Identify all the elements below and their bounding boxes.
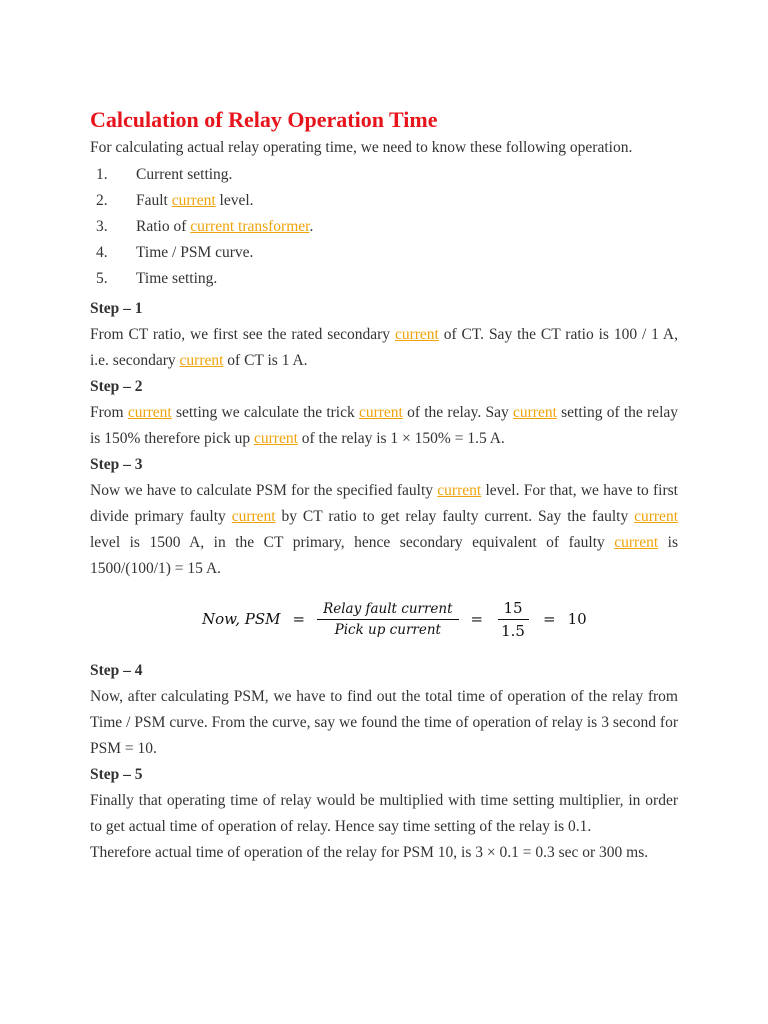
document-page (90, 106, 678, 866)
step-5-heading: Step – 5 (90, 766, 143, 783)
list-item (90, 162, 678, 188)
text-run: Now we have to calculate PSM for the specified faulty (90, 482, 438, 499)
step-4-heading: Step – 4 (90, 662, 143, 679)
list-item (90, 188, 678, 214)
step-2-text (90, 400, 678, 452)
formula-numerator: Relay fault current (317, 601, 458, 620)
current-link[interactable]: current (634, 508, 678, 525)
text-run: of CT. Say the CT ratio is 100 / 1 A, i.e. secondary (90, 326, 678, 369)
formula-denominator: Pick up current (334, 621, 441, 638)
text-run: level. For that, we have to first divide primary faulty (90, 482, 678, 525)
current-link[interactable]: current (614, 534, 659, 551)
text-run: by CT ratio to get relay faulty current. Say the faulty (275, 508, 635, 525)
step-3-text (90, 478, 678, 582)
current-link[interactable]: current (179, 352, 224, 369)
formula-equals: = (542, 610, 556, 628)
psm-formula (90, 590, 678, 648)
text-run: of CT is 1 A. (223, 352, 308, 369)
list-item-text: Time setting. (136, 270, 218, 287)
formula-equals: = (292, 610, 306, 628)
list-item-number: 4. (96, 244, 108, 261)
current-link[interactable]: current (254, 430, 298, 447)
list-item-number: 5. (96, 270, 108, 287)
text-run: level is 1500 A, in the CT primary, hence secondary equivalent of faulty (90, 534, 615, 551)
formula-lhs: Now, PSM (202, 610, 281, 628)
list-item-number: 1. (96, 166, 108, 183)
formula-numerator-value: 15 (498, 599, 529, 620)
formula-fraction-numbers (495, 599, 531, 640)
list-item (90, 214, 678, 240)
current-transformer-link[interactable]: current transformer (190, 218, 310, 235)
current-link[interactable]: current (171, 192, 216, 209)
intro-text: For calculating actual relay operating time, we need to know these following operation. (90, 139, 633, 156)
text-run: From (90, 404, 128, 421)
list-item-number: 2. (96, 192, 108, 209)
text-run: From CT ratio, we first see the rated secondary (90, 326, 395, 343)
formula-denominator-value: 1.5 (501, 621, 525, 640)
formula-equals: = (470, 610, 484, 628)
current-link[interactable]: current (358, 404, 403, 421)
step-3-heading: Step – 3 (90, 456, 143, 473)
step-2-heading: Step – 2 (90, 378, 143, 395)
list-item (90, 240, 678, 266)
conclusion-text: Therefore actual time of operation of the relay for PSM 10, is 3 × 0.1 = 0.3 sec or 300 ms. (90, 844, 649, 861)
list-item-number: 3. (96, 218, 108, 235)
text-run: of the relay. Say (402, 404, 513, 421)
step-1-heading: Step – 1 (90, 300, 143, 317)
requirements-list (90, 162, 678, 292)
list-item (90, 266, 678, 292)
list-item-text: . (309, 218, 314, 235)
text-run: is 1500/(100/1) = 15 A. (90, 534, 678, 577)
list-item-text: level. (215, 192, 254, 209)
current-link[interactable]: current (127, 404, 172, 421)
step-5-text: Finally that operating time of relay would be multiplied with time setting multiplier, in order to get actual time of operation of relay. Hence say time setting of the relay is 0.1. (90, 792, 678, 835)
step-1-text (90, 322, 678, 374)
step-4-text: Now, after calculating PSM, we have to find out the total time of operation of the relay from Time / PSM curve. From the curve, say we found the time of operation of relay is 3 second for PSM = 10. (90, 688, 678, 757)
formula-fraction-words (317, 601, 458, 638)
page-title: Calculation of Relay Operation Time (90, 107, 438, 132)
text-run: of the relay is 1 × 150% = 1.5 A. (297, 430, 505, 447)
current-link[interactable]: current (231, 508, 276, 525)
current-link[interactable]: current (513, 404, 557, 421)
list-item-text: Time / PSM curve. (136, 244, 254, 261)
current-link[interactable]: current (437, 482, 482, 499)
text-run: setting of the relay is 150% therefore pick up (90, 404, 678, 447)
list-item-text: Ratio of (136, 218, 191, 235)
list-item-text: Fault (136, 192, 172, 209)
text-run: setting we calculate the trick (171, 404, 359, 421)
current-link[interactable]: current (394, 326, 439, 343)
formula-result: 10 (567, 610, 587, 628)
list-item-text: Current setting. (136, 166, 233, 183)
